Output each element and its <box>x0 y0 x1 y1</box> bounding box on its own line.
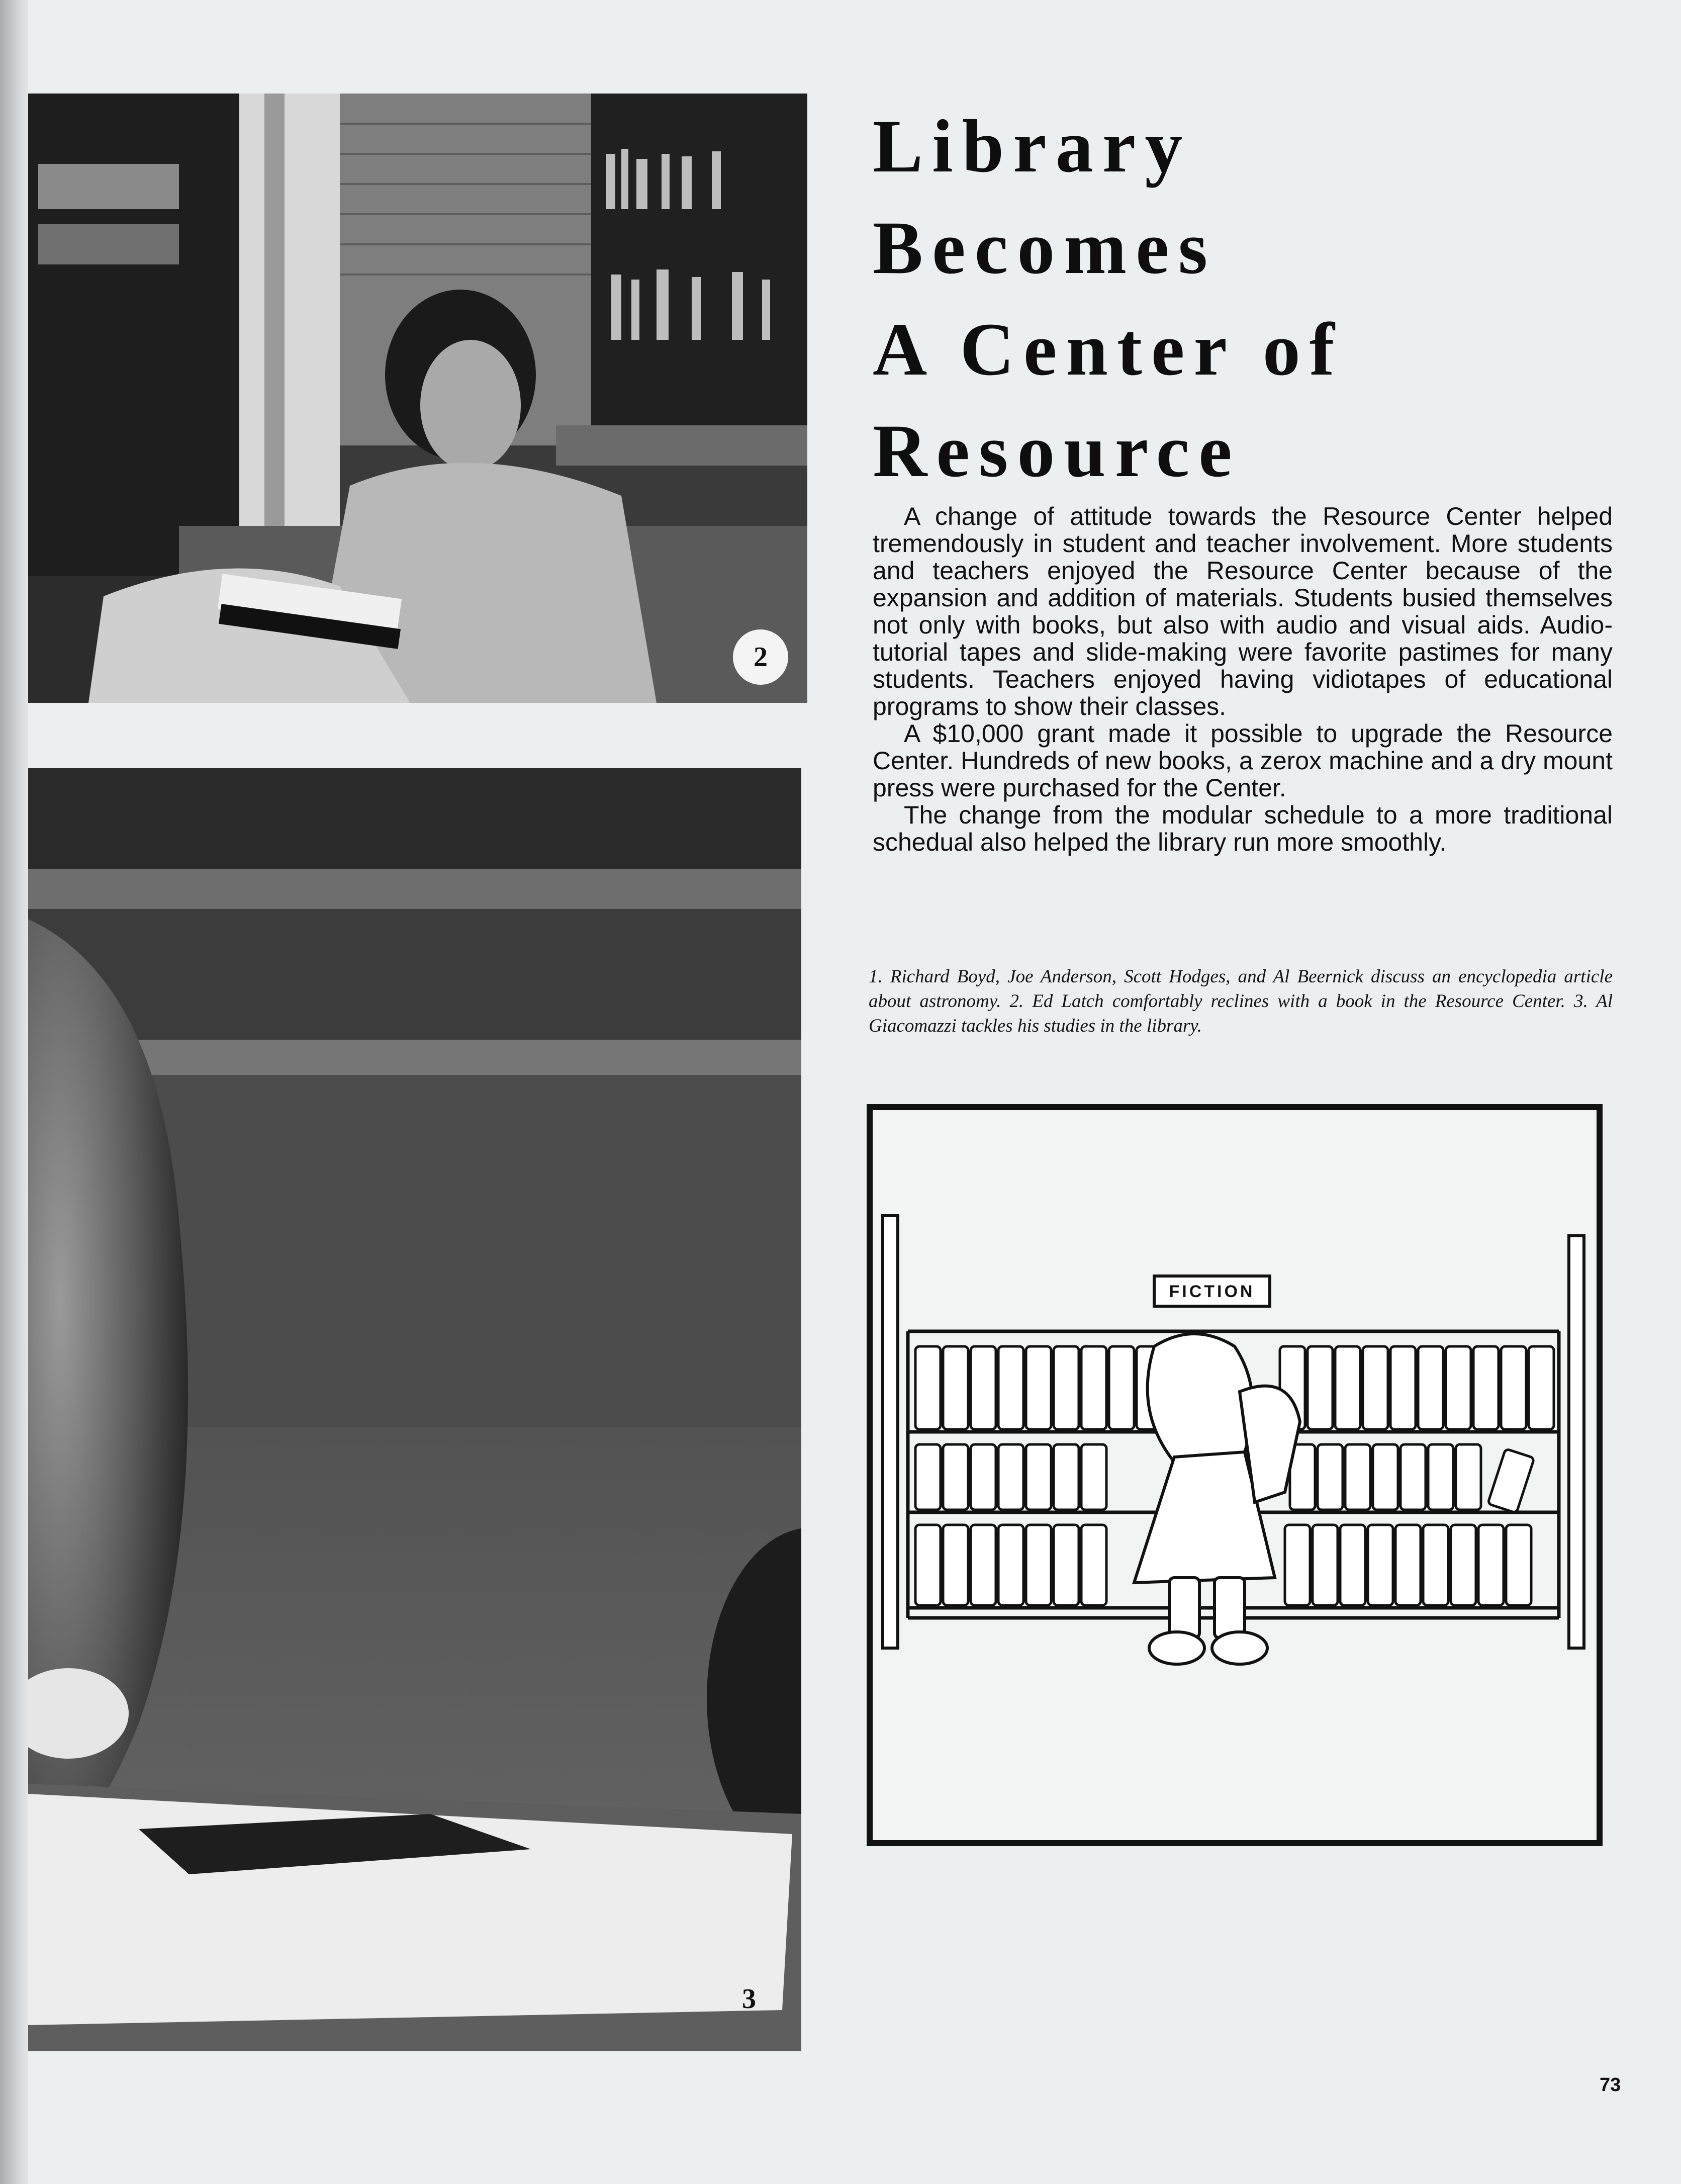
title-line-2: Becomes <box>873 206 1217 290</box>
article-body <box>873 503 1613 856</box>
photo-student-reading <box>28 94 807 703</box>
page-number: 73 <box>1600 2074 1621 2096</box>
body-paragraph-2: A $10,000 grant made it possible to upgrade the Resource Center. Hundreds of new books, a zerox machine and a dry mount press were purchased for the Center. <box>873 719 1613 802</box>
page-gutter-shadow <box>0 0 28 2184</box>
photo-number-badge: 2 <box>733 629 788 685</box>
photo-student-studying-image <box>28 768 801 2051</box>
photo-caption: 1. Richard Boyd, Joe Anderson, Scott Hodges, and Al Beernick discuss an encyclopedia article about astronomy. 2. Ed Latch comfortably reclines with a book in the Resource Center. 3. Al Giacomazzi tackles his studies in the library. <box>869 966 1613 1036</box>
title-line-4: Resource <box>873 409 1241 493</box>
body-paragraph-3: The change from the modular schedule to a more traditional schedual also helped the library run more smoothly. <box>873 801 1613 856</box>
title-line-3: A Center of <box>873 308 1344 391</box>
photo-student-studying <box>28 768 801 2051</box>
body-paragraph-1: A change of attitude towards the Resource Center helped tremendously in student and teacher involvement. More students and teachers enjoyed the Resource Center because of the expansion and addition of materials. Students busied themselves not only with books, but also with audio and visual aids. Audio-tutorial tapes and slide-making were favorite pastimes for many students. Teachers enjoyed having vidiotapes of educational programs to show their classes. <box>873 502 1613 720</box>
cartoon-drawing <box>873 1110 1597 1840</box>
cartoon-sign-label: FICTION <box>1169 1282 1255 1301</box>
title-line-1: Library <box>873 105 1192 188</box>
cartoon-illustration <box>867 1104 1603 1846</box>
article-title <box>873 96 1627 502</box>
photo-number-label: 3 <box>742 1983 756 2015</box>
photo-student-reading-image <box>28 94 807 703</box>
